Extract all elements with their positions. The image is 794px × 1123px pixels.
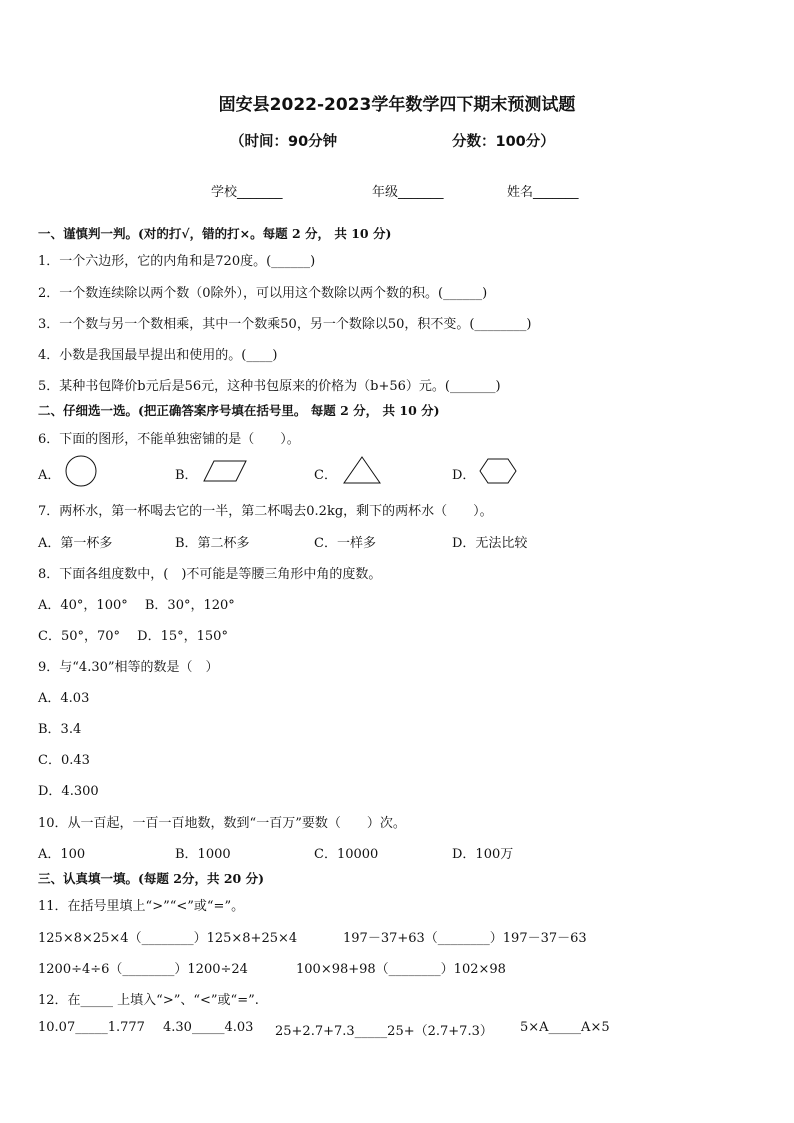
triangle-shape-icon [342, 455, 382, 485]
q10-option-a[interactable]: A．100 [38, 847, 86, 862]
q7-option-c[interactable]: C．一样多 [314, 536, 376, 551]
q12-item-3[interactable]: 25+2.7+7.3_____25+（2.7+7.3） [275, 1024, 493, 1039]
q11-comparison-3[interactable]: 1200÷4÷6（________）1200÷24 [38, 962, 248, 977]
q8-options-cd[interactable]: C．50°，70° D．15°，150° [38, 629, 228, 644]
grade-field[interactable]: 年级_______ [372, 185, 444, 200]
q6-option-c[interactable]: C． [314, 468, 337, 483]
q7-option-a[interactable]: A．第一杯多 [38, 536, 113, 551]
q12-item-4[interactable]: 5×A_____A×5 [520, 1020, 610, 1035]
question-8: 8．下面各组度数中，( )不可能是等腰三角形中角的度数。 [38, 567, 382, 582]
q9-option-d[interactable]: D．4.300 [38, 784, 99, 799]
exam-time: （时间：90分钟 [230, 134, 338, 150]
name-field[interactable]: 姓名_______ [507, 185, 579, 200]
q8-options-ab[interactable]: A．40°，100° B．30°，120° [38, 598, 235, 613]
question-1: 1．一个六边形，它的内角和是720度。(______) [38, 254, 316, 269]
q7-option-d[interactable]: D．无法比较 [452, 536, 528, 551]
q9-option-a[interactable]: A．4.03 [38, 691, 90, 706]
question-6: 6．下面的图形，不能单独密铺的是（ ）。 [38, 432, 300, 447]
q12-item-1[interactable]: 10.07_____1.777 [38, 1020, 145, 1035]
q12-item-2[interactable]: 4.30_____4.03 [163, 1020, 254, 1035]
hexagon-shape-icon [478, 457, 518, 485]
question-10: 10．从一百起，一百一百地数，数到“一百万”要数（ ）次。 [38, 816, 406, 831]
question-9: 9．与“4.30”相等的数是（ ） [38, 660, 219, 675]
q11-comparison-1[interactable]: 125×8×25×4（________）125×8+25×4 [38, 931, 298, 946]
question-4: 4．小数是我国最早提出和使用的。(____) [38, 348, 278, 363]
question-12: 12．在_____ 上填入“>”、“<”或“=”. [38, 993, 259, 1008]
circle-shape-icon [64, 454, 98, 488]
q10-option-b[interactable]: B．1000 [175, 847, 231, 862]
question-2: 2．一个数连续除以两个数（0除外），可以用这个数除以两个数的积。(______) [38, 286, 488, 301]
q7-option-b[interactable]: B．第二杯多 [175, 536, 250, 551]
parallelogram-shape-icon [202, 459, 248, 483]
q9-option-c[interactable]: C．0.43 [38, 753, 90, 768]
question-5: 5．某种书包降价b元后是56元，这种书包原来的价格为（b+56）元。(_______) [38, 379, 501, 394]
q11-comparison-2[interactable]: 197－37+63（________）197－37－63 [343, 931, 587, 946]
school-field[interactable]: 学校_______ [211, 185, 283, 200]
question-3: 3．一个数与另一个数相乘，其中一个数乘50，另一个数除以50，积不变。(________) [38, 317, 532, 332]
q11-comparison-4[interactable]: 100×98+98（________）102×98 [296, 962, 506, 977]
q9-option-b[interactable]: B．3.4 [38, 722, 82, 737]
question-11: 11．在括号里填上“>”“<”或“=”。 [38, 899, 245, 914]
q6-option-a[interactable]: A． [38, 468, 61, 483]
section-3-heading: 三、认真填一填。(每题 2分，共 20 分) [38, 871, 264, 886]
section-1-heading: 一、谨慎判一判。(对的打√，错的打×。每题 2 分， 共 10 分) [38, 226, 392, 241]
page-title: 固安县2022-2023学年数学四下期末预测试题 [218, 95, 576, 115]
exam-score: 分数：100分） [452, 134, 555, 150]
q10-option-c[interactable]: C．10000 [314, 847, 379, 862]
q10-option-d[interactable]: D．100万 [452, 847, 514, 862]
q6-option-d[interactable]: D． [452, 468, 476, 483]
q6-option-b[interactable]: B． [175, 468, 198, 483]
question-7: 7．两杯水，第一杯喝去它的一半，第二杯喝去0.2kg，剩下的两杯水（ ）。 [38, 504, 493, 519]
section-2-heading: 二、仔细选一选。(把正确答案序号填在括号里。 每题 2 分， 共 10 分) [38, 403, 440, 418]
